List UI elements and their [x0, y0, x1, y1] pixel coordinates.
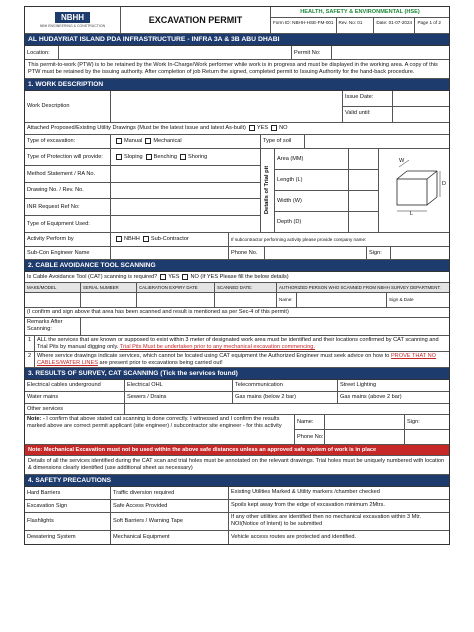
permit-form — [24, 6, 450, 545]
svc-telecommunication[interactable]: Telecommunication — [233, 380, 338, 391]
confirm-name-field[interactable] — [325, 415, 405, 429]
project-title: AL HUDAYRIAT ISLAND PDA INFRASTRUCTURE - INFRA 3A & 3B ABU DHABI — [25, 34, 449, 46]
depth-label: Depth (D) — [277, 218, 302, 225]
location-label: Location: — [25, 46, 59, 59]
precaution-traffic-diversion[interactable]: Traffic diversion required — [111, 487, 229, 499]
diagram-d: D — [442, 180, 447, 187]
diagram-l: L — [410, 210, 414, 217]
permit-no-label: Permit No: — [292, 46, 332, 59]
sign-field[interactable] — [391, 247, 449, 259]
note-2-text: Where service drawings indicate services, which cannot be located using CAT equipment the Authorized Engineer must seek advice on how to PROVE THAT NO CABLES/WATER LINES are present prior to excavations being carried out! — [37, 352, 437, 366]
phone-label: Phone No. — [229, 247, 265, 259]
shoring-checkbox[interactable] — [180, 154, 186, 160]
benching-checkbox[interactable] — [146, 154, 152, 160]
form-meta: HEALTH, SAFETY & ENVIRONMENTAL (HSE) Form ID: NBHH-HSE-FM-001 Rev. No: 01 Date: 01-07-2024 Page 1 of 2 — [271, 7, 449, 33]
section-1-title: 1. WORK DESCRIPTION — [25, 79, 449, 91]
page-title: EXCAVATION PERMIT — [121, 7, 271, 33]
phone-field[interactable] — [265, 247, 367, 259]
col-calibration: CALIBRATION EXPIRY DATE — [137, 283, 215, 292]
precaution-soft-barriers[interactable]: Soft Barriers / Warning Tape — [111, 513, 229, 530]
type-soil-label: Type of soil — [261, 135, 305, 148]
permit-no-field[interactable] — [332, 46, 449, 59]
serial-field[interactable] — [81, 293, 137, 307]
trial-pit-diagram — [379, 149, 449, 232]
type-protection-label: Type of Protection will provide: — [25, 149, 111, 165]
nbhh-checkbox[interactable] — [116, 236, 122, 242]
remarks-label: Remarks After Scanning: — [25, 318, 81, 335]
scanner-name-field[interactable] — [297, 293, 387, 307]
length-field[interactable] — [349, 170, 378, 191]
precaution-excavation-sign[interactable]: Excavation Sign — [25, 500, 111, 512]
col-scanned-date: SCANNED DATE: — [215, 283, 277, 292]
attached-yes-checkbox[interactable] — [249, 125, 255, 131]
type-excavation-options: Manual Mechanical — [111, 135, 261, 148]
scanned-date-field[interactable] — [215, 293, 277, 307]
inr-ref-label: INR Request Ref No: — [25, 199, 111, 215]
diagram-w: W — [399, 157, 405, 164]
col-authorized-person: AUTHORIZED PERSON WHO SCANNED FROM NBHH SURVEY DEPARTMENT: — [279, 284, 441, 290]
equipment-label: Type of Equipment Used: — [25, 216, 111, 232]
width-label: Width (W) — [275, 191, 348, 212]
mechanical-checkbox[interactable] — [145, 138, 151, 144]
activity-label: Activity Perform by — [25, 233, 111, 246]
svc-electrical-ohl[interactable]: Electrical OHL — [125, 380, 233, 391]
other-services-field[interactable] — [125, 404, 449, 414]
confirm-name-label: Name: — [295, 415, 325, 429]
subcontractor-note: If subcontractor performing activity please provide company name: — [231, 236, 367, 242]
mechanical-excavation-warning: Note: Mechanical Excavation must not be used within the above safe distances unless an approved safe system of work is in place — [25, 445, 449, 456]
remarks-field[interactable] — [81, 318, 449, 335]
col-make-model: MAKE/MODEL — [25, 283, 81, 292]
valid-until-label: Valid until: — [343, 107, 393, 122]
section-3-title: 3. RESULTS OF SURVEY, CAT SCANNING (Tick the services found) — [25, 368, 449, 380]
type-excavation-label: Type of excavation: — [25, 135, 111, 148]
precaution-hard-barriers[interactable]: Hard Barriers — [25, 487, 111, 499]
drawing-no-field[interactable] — [111, 183, 260, 199]
svc-sewers[interactable]: Sewers / Drains — [125, 392, 233, 403]
activity-options: NBHH Sub-Contractor — [111, 233, 229, 246]
area-field[interactable] — [349, 149, 378, 170]
trial-pit-label: Details of Trial pit — [264, 166, 271, 215]
section-2-title: 2. CABLE AVOIDANCE TOOL SCANNING — [25, 260, 449, 272]
confirm-sign-field[interactable] — [405, 430, 449, 444]
company-logo: NBHH NBH ENGINEERING & CONSTRUCTION — [25, 7, 121, 33]
make-model-field[interactable] — [25, 293, 81, 307]
issue-date-label: Issue Date: — [343, 91, 393, 106]
precaution-vehicle-access[interactable]: Vehicle access routes are protected and identified. — [231, 533, 357, 540]
issue-date-field[interactable] — [393, 91, 449, 106]
sign-label: Sign: — [367, 247, 391, 259]
inr-ref-field[interactable] — [111, 199, 260, 215]
precaution-utilities-marked[interactable]: Existing Utilities Marked & Utility markers /chamber checked — [231, 489, 380, 496]
col-serial: SERIAL NUMBER — [81, 283, 137, 292]
work-description-label: Work Description — [25, 91, 111, 122]
cat-no-checkbox[interactable] — [182, 274, 188, 280]
scan-confirm-text: (I confirm and sign above that area has been scanned and result is mentioned as per Sec-4 of this permit) — [27, 309, 289, 316]
depth-field[interactable] — [349, 212, 378, 232]
svc-other[interactable]: Other services — [25, 404, 125, 414]
precaution-safe-access[interactable]: Safe Access Provided — [111, 500, 229, 512]
precaution-mechanical-equipment[interactable]: Mechanical Equipment — [111, 531, 229, 544]
svc-gas-below[interactable]: Gas mains (below 2 bar) — [233, 392, 338, 403]
equipment-field[interactable] — [111, 216, 260, 232]
scanner-sign-label: Sign & Date — [389, 297, 414, 303]
attached-drawings-row: Attached Proposed/Existing Utility Drawings (Must be the latest Issue and latest As-built) YES NO — [27, 125, 288, 132]
svc-electrical-underground[interactable]: Electrical cables underground — [25, 380, 125, 391]
engineer-field[interactable] — [111, 247, 229, 259]
location-field[interactable] — [59, 46, 292, 59]
note-1-text: ALL the services that are known or supposed to exist within 3 meter of designated work area must be identified and their locations confirmed by CAT scanning and Trial Pits by manual digging only. Trial Pits Must be undertaken prior to any mechanical excavation commencing. — [37, 336, 439, 350]
work-description-field[interactable] — [111, 91, 343, 122]
drawing-no-label: Drawing No. / Rev. No. — [25, 183, 111, 199]
subcontractor-checkbox[interactable] — [143, 236, 149, 242]
confirm-phone-field[interactable] — [325, 430, 405, 444]
precaution-flashlights[interactable]: Flashlights — [25, 513, 111, 530]
method-statement-field[interactable] — [111, 166, 260, 182]
cat-required-row: Is Cable Avoidance Tool (CAT) scanning is required? YES NO (If YES Please fill the below details) — [27, 273, 289, 280]
cat-confirm-note: Note: - I confirm that above stated cat scanning is done correctly. I witnessed and I confirm the results marked above are correct permit applicant (site engineer) / subcontractor site engineer - for this activity — [25, 415, 295, 444]
confirm-phone-label: Phone No: — [295, 430, 325, 444]
area-label: Area (MM) — [275, 149, 348, 170]
attached-no-checkbox[interactable] — [271, 125, 277, 131]
note-2-number: 2 — [25, 352, 35, 367]
precaution-spoils-away[interactable]: Spoils kept away from the edge of excavation minimum 2Mtrs. — [231, 502, 385, 509]
length-label: Length (L) — [275, 170, 348, 191]
precaution-noi[interactable]: If any other utilities are identified then no mechanical excavation within 3 Mtr. NOI(Notice of Intent) to be submitted — [231, 514, 421, 528]
intro-text: This permit-to-work (PTW) is to be retained by the Work In-Charge/Work performer while work is in progress and must be displayed in the working area. A copy of this PTW must be retained by the issuing authority. After completion of job Return the signed, completed permit to Issuing Authority for the hand-back procedure. — [28, 62, 438, 75]
note-1-number: 1 — [25, 336, 35, 351]
protection-options: Sloping Benching Shoring — [111, 149, 260, 165]
scanner-name-label: Name: — [277, 293, 297, 307]
engineer-label: Sub-Con Engineer Name — [25, 247, 111, 259]
precaution-dewatering[interactable]: Dewatering System — [25, 531, 111, 544]
type-soil-field[interactable] — [305, 135, 449, 148]
cat-yes-checkbox[interactable] — [160, 274, 166, 280]
sloping-checkbox[interactable] — [116, 154, 122, 160]
svc-water-mains[interactable]: Water mains — [25, 392, 125, 403]
width-field[interactable] — [349, 191, 378, 212]
confirm-sign-label: Sign: — [407, 418, 420, 425]
method-statement-label: Method Statement / RA No. — [25, 166, 111, 182]
section-4-title: 4. SAFETY PRECAUTIONS — [25, 475, 449, 487]
manual-checkbox[interactable] — [116, 138, 122, 144]
calibration-field[interactable] — [137, 293, 215, 307]
svc-gas-above[interactable]: Gas mains (above 2 bar) — [340, 394, 402, 401]
svc-street-lighting[interactable]: Street Lighting — [340, 382, 377, 389]
details-paragraph: Details of all the services identified during the CAT scan and trial holes must be annotated on the relevant drawings. Trial holes must be uniquely numbered with location & dimensions clearly identified (use additional sheet as necessary) — [28, 457, 445, 471]
valid-until-field[interactable] — [393, 107, 449, 122]
